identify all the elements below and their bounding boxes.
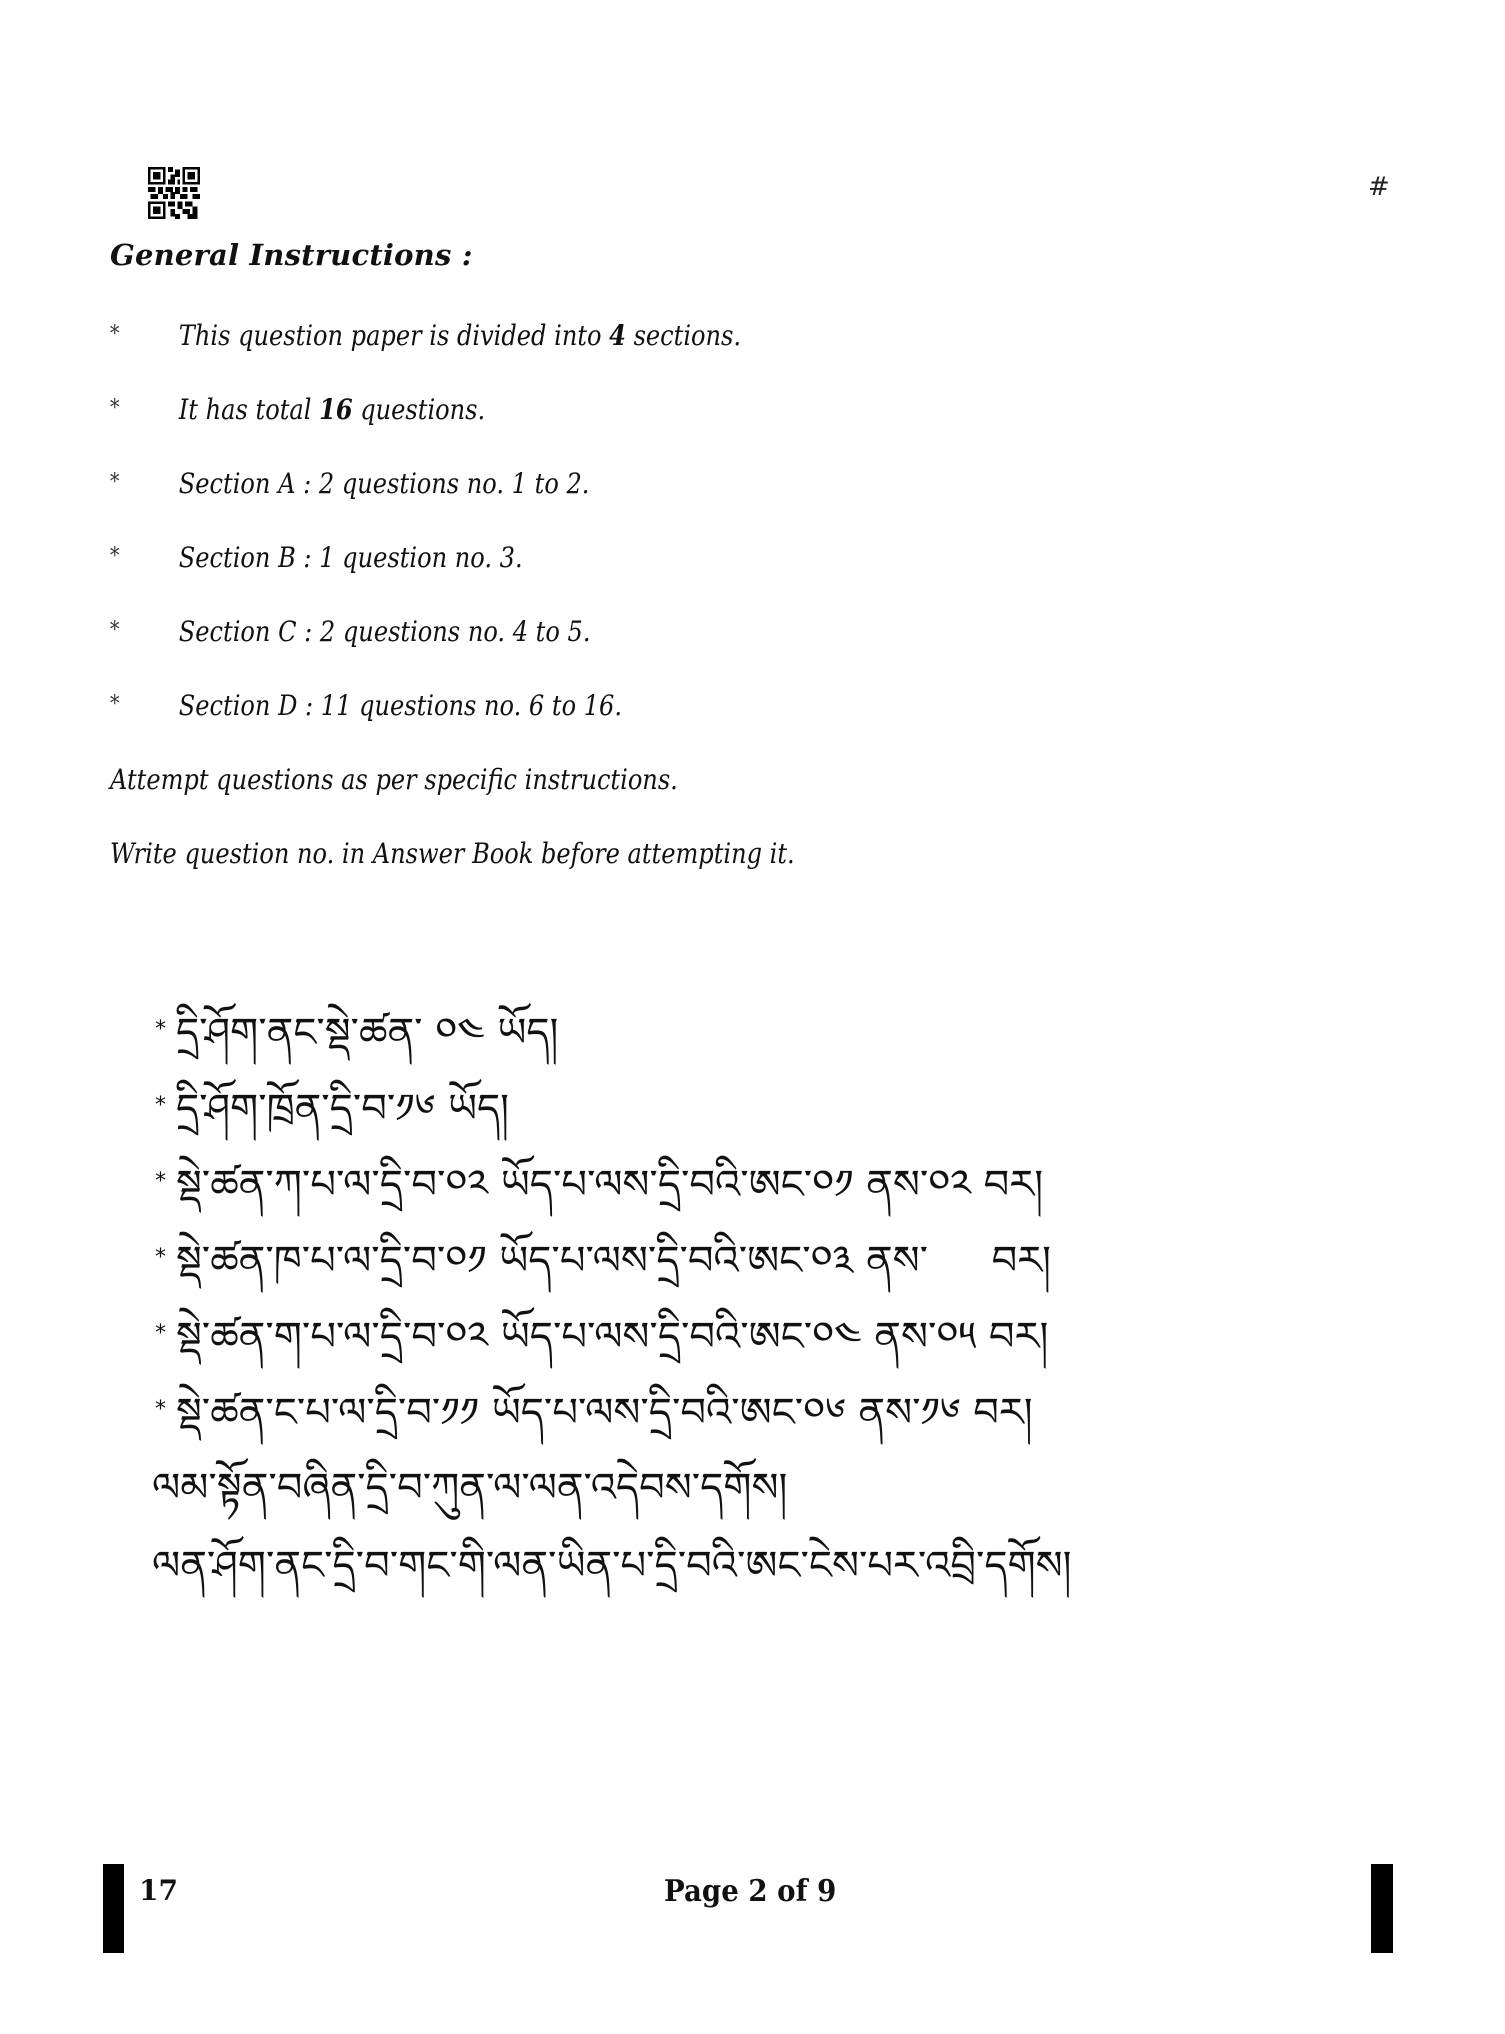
qr-code-icon (148, 167, 200, 219)
bullet-marker: * (155, 1321, 166, 1346)
page-number: Page 2 of 9 (664, 1874, 837, 1909)
bullet-marker: * (110, 618, 120, 643)
bullet-marker: * (110, 322, 120, 347)
bullet-marker: * (155, 1169, 166, 1194)
instruction-note: Write question no. in Answer Book before attempting it. (110, 837, 795, 870)
footer-left-bar (103, 1864, 124, 1953)
tibetan-instruction-note: ལམ་སྟོན་བཞིན་དྲི་བ་ཀུན་ལ་ལན་འདེབས་དགོས། (152, 1465, 788, 1511)
instruction-item: * Section D : 11 questions no. 6 to 16. (110, 689, 623, 722)
bullet-marker: * (110, 692, 120, 717)
bullet-marker: * (110, 470, 120, 495)
bullet-marker: * (155, 1093, 166, 1118)
instruction-item: * It has total 16 questions. (110, 393, 486, 426)
tibetan-instruction-item: * སྡེ་ཚན་ཀ་པ་ལ་དྲི་བ་༠༢ ཡོད་པ་ལས་དྲི་བའི་ཨང་༠༡ ནས་༠༢ བར། (155, 1162, 1044, 1208)
tibetan-instruction-note: ལན་ཤོག་ནང་དྲི་བ་གང་གི་ལན་ཡིན་པ་དྲི་བའི་ཨང་ངེས་པར་འབྲི་དགོས། (152, 1543, 1072, 1589)
tibetan-instruction-item: * སྡེ་ཚན་ཁ་པ་ལ་དྲི་བ་༠༡ ཡོད་པ་ལས་དྲི་བའི་ཨང་༠༣ ནས་ བར། (155, 1238, 1052, 1284)
instruction-item: * Section A : 2 questions no. 1 to 2. (110, 467, 590, 500)
bullet-marker: * (155, 1245, 166, 1270)
bullet-marker: * (155, 1397, 166, 1422)
paper-code: 17 (139, 1874, 178, 1907)
instruction-item: * Section B : 1 question no. 3. (110, 541, 523, 574)
instruction-item: * Section C : 2 questions no. 4 to 5. (110, 615, 591, 648)
footer-right-bar (1371, 1864, 1393, 1953)
bullet-marker: * (155, 1017, 166, 1042)
tibetan-instruction-item: * དྲི་ཤོག་ཁྲོན་དྲི་བ་༡༦ ཡོད། (155, 1086, 510, 1132)
tibetan-instruction-item: * དྲི་ཤོག་ནང་སྡེ་ཚན་ ༠༤ ཡོད། (155, 1010, 559, 1056)
tibetan-instruction-item: * སྡེ་ཚན་ག་པ་ལ་དྲི་བ་༠༢ ཡོད་པ་ལས་དྲི་བའི་ཨང་༠༤ ནས་༠༥ བར། (155, 1314, 1049, 1360)
general-instructions-heading: General Instructions : (110, 238, 473, 272)
instruction-item: * This question paper is divided into 4 sections. (110, 319, 742, 352)
bullet-marker: * (110, 544, 120, 569)
instruction-note: Attempt questions as per specific instructions. (110, 763, 678, 796)
corner-mark: # (1368, 172, 1390, 202)
tibetan-instruction-item: * སྡེ་ཚན་ང་པ་ལ་དྲི་བ་༡༡ ཡོད་པ་ལས་དྲི་བའི་ཨང་༠༦ ནས་༡༦ བར། (155, 1390, 1033, 1436)
bullet-marker: * (110, 396, 120, 421)
